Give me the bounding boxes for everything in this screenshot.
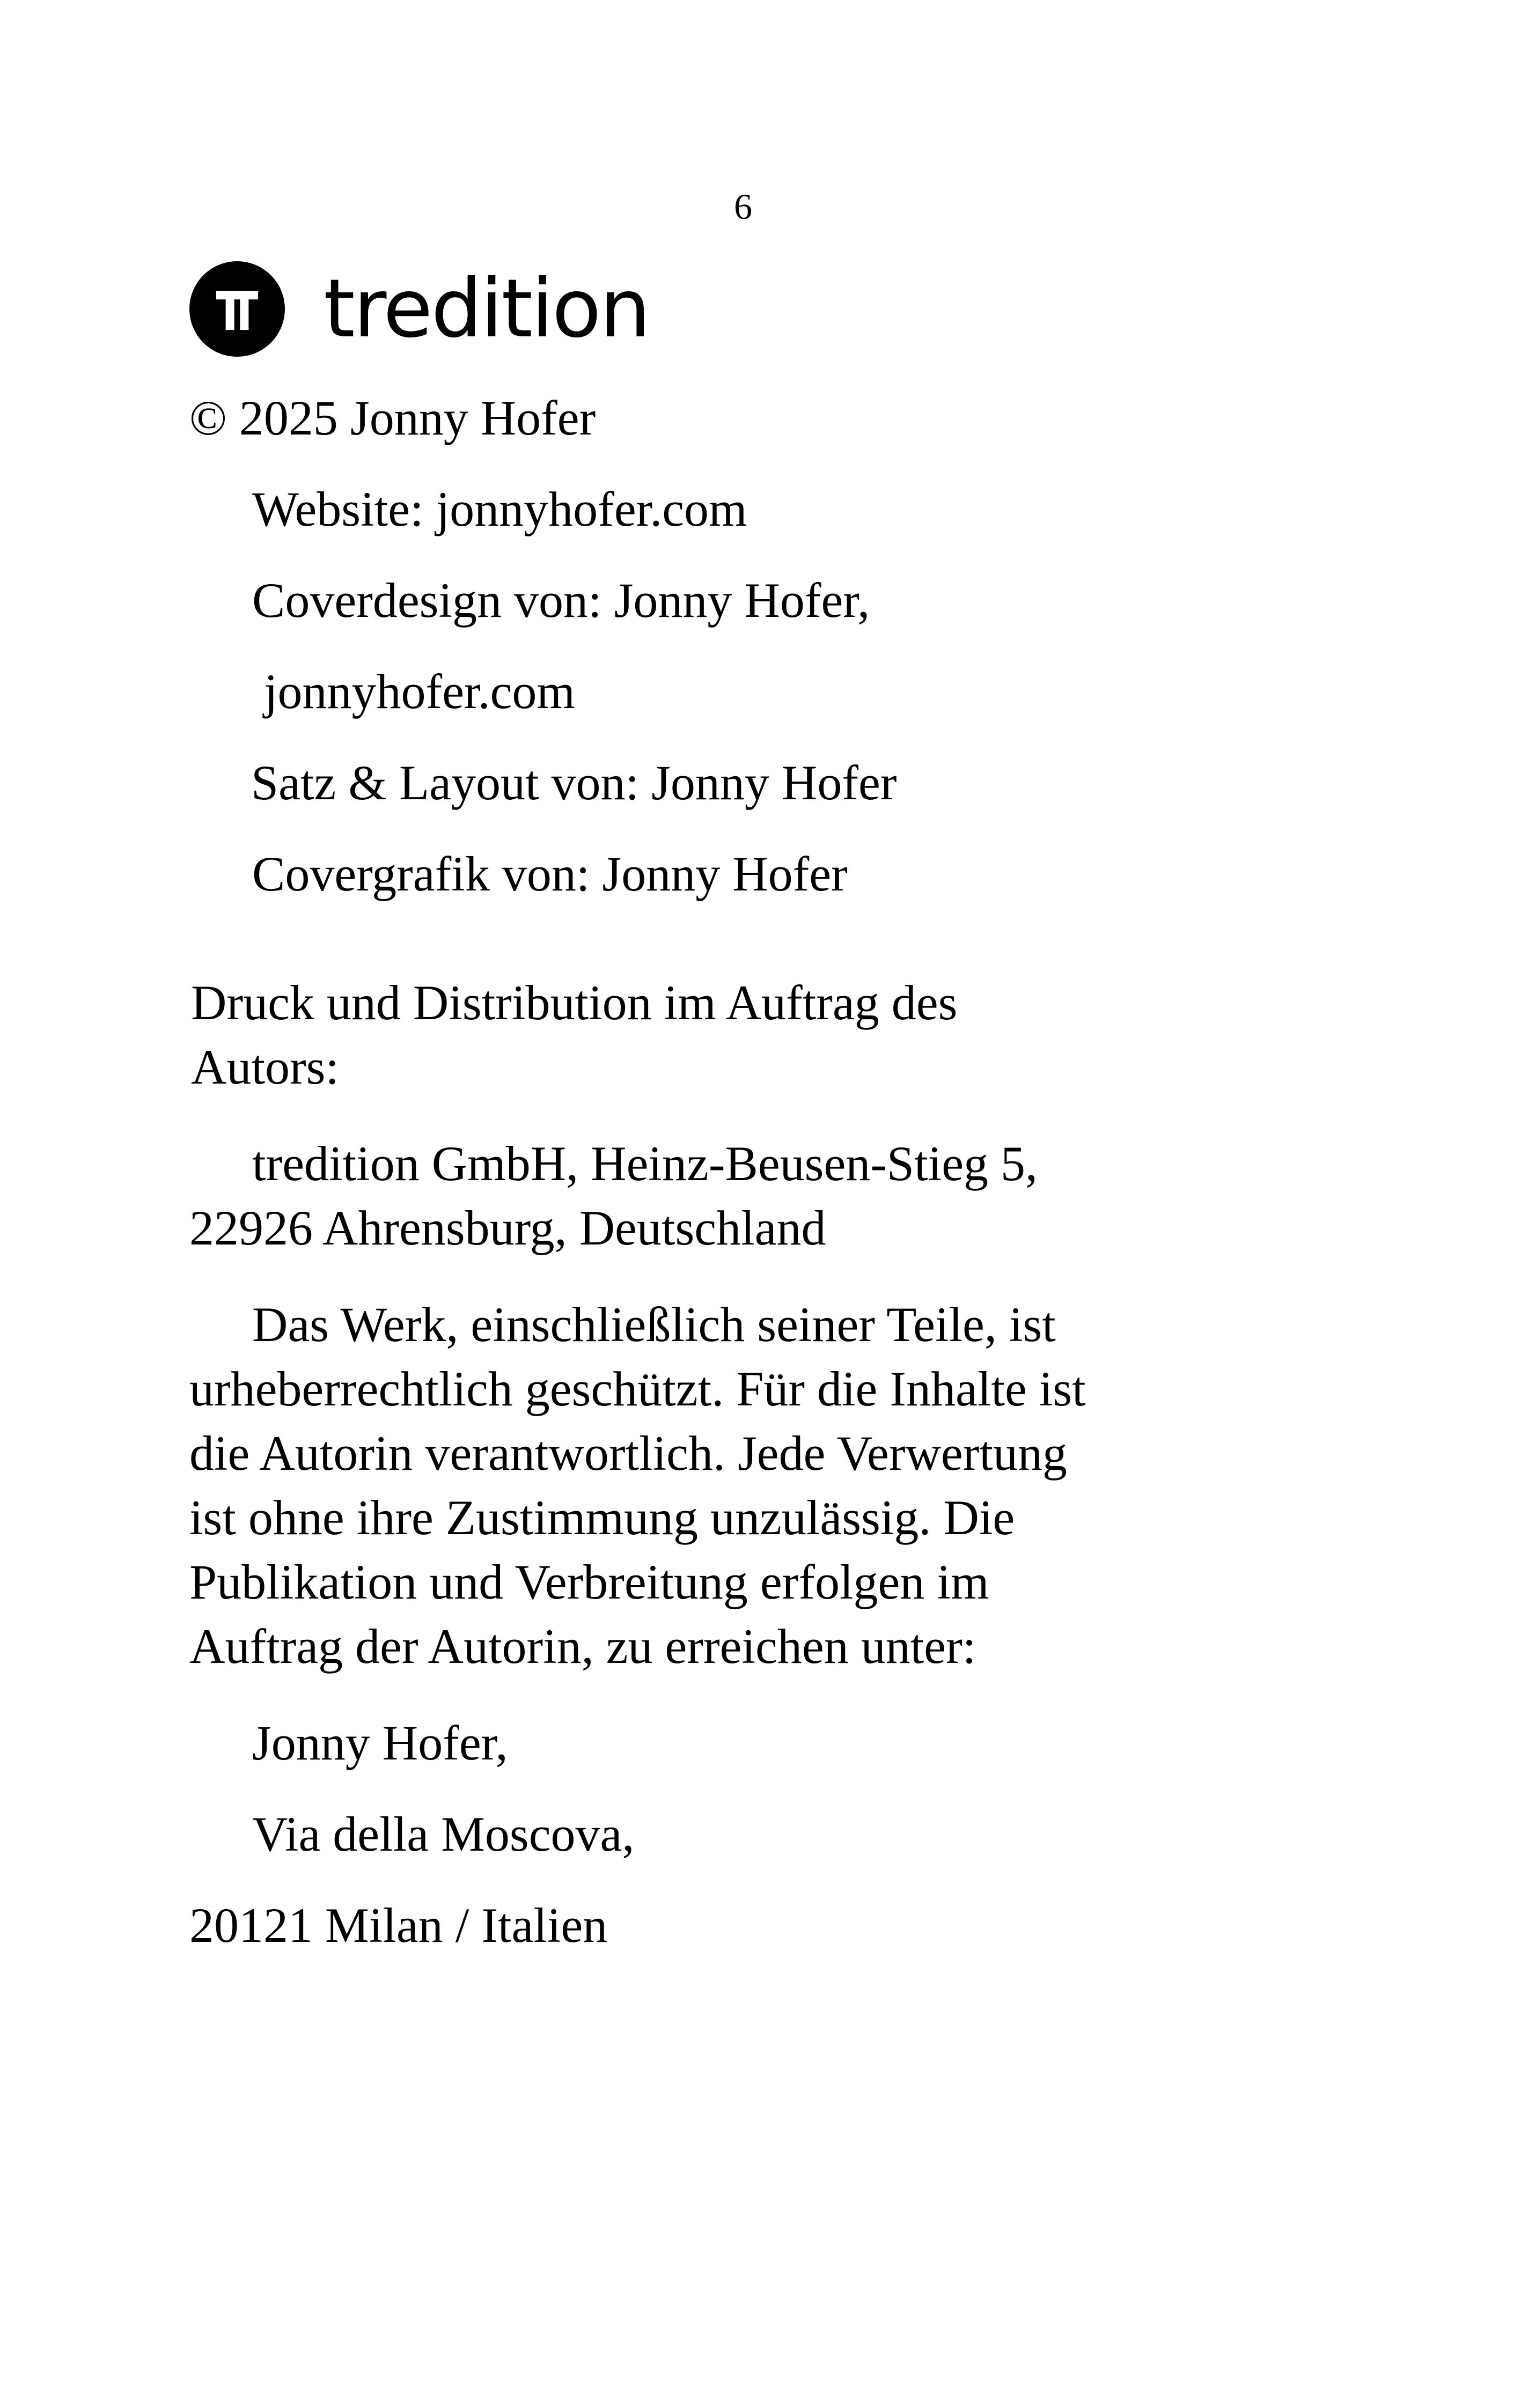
- cover-design-site: jonnyhofer.com: [264, 664, 575, 719]
- tredition-logo-icon: [189, 261, 285, 357]
- address-name: Jonny Hofer,: [252, 1715, 508, 1770]
- publisher-line-2: 22926 Ahrensburg, Deutschland: [189, 1201, 826, 1255]
- address-street: Via della Moscova,: [252, 1807, 635, 1861]
- legal-line-3: die Autorin verantwortlich. Jede Verwertung: [189, 1426, 1067, 1481]
- legal-line-6: Auftrag der Autorin, zu erreichen unter:: [189, 1619, 976, 1674]
- publisher-logo: [189, 261, 649, 357]
- cover-design-credit: Coverdesign von: Jonny Hofer,: [252, 573, 870, 628]
- legal-line-2: urheberrechtlich geschützt. Für die Inhalte ist: [189, 1361, 1086, 1416]
- website-credit: Website: jonnyhofer.com: [252, 482, 747, 536]
- address-city: 20121 Milan / Italien: [189, 1898, 608, 1953]
- legal-line-1: Das Werk, einschließlich seiner Teile, ist: [252, 1297, 1056, 1352]
- layout-credit: Satz & Layout von: Jonny Hofer: [251, 755, 897, 810]
- publisher-line-1: tredition GmbH, Heinz-Beusen-Stieg 5,: [252, 1136, 1038, 1191]
- distribution-line-1: Druck und Distribution im Auftrag des: [191, 975, 958, 1030]
- page-number: 6: [734, 186, 752, 227]
- legal-line-5: Publikation und Verbreitung erfolgen im: [189, 1555, 989, 1609]
- distribution-line-2: Autors:: [191, 1040, 339, 1094]
- cover-graphic-credit: Covergrafik von: Jonny Hofer: [252, 846, 848, 901]
- logo-wordmark: tredition: [324, 262, 649, 356]
- copyright-line: © 2025 Jonny Hofer: [189, 391, 596, 445]
- legal-line-4: ist ohne ihre Zustimmung unzulässig. Die: [189, 1490, 1015, 1545]
